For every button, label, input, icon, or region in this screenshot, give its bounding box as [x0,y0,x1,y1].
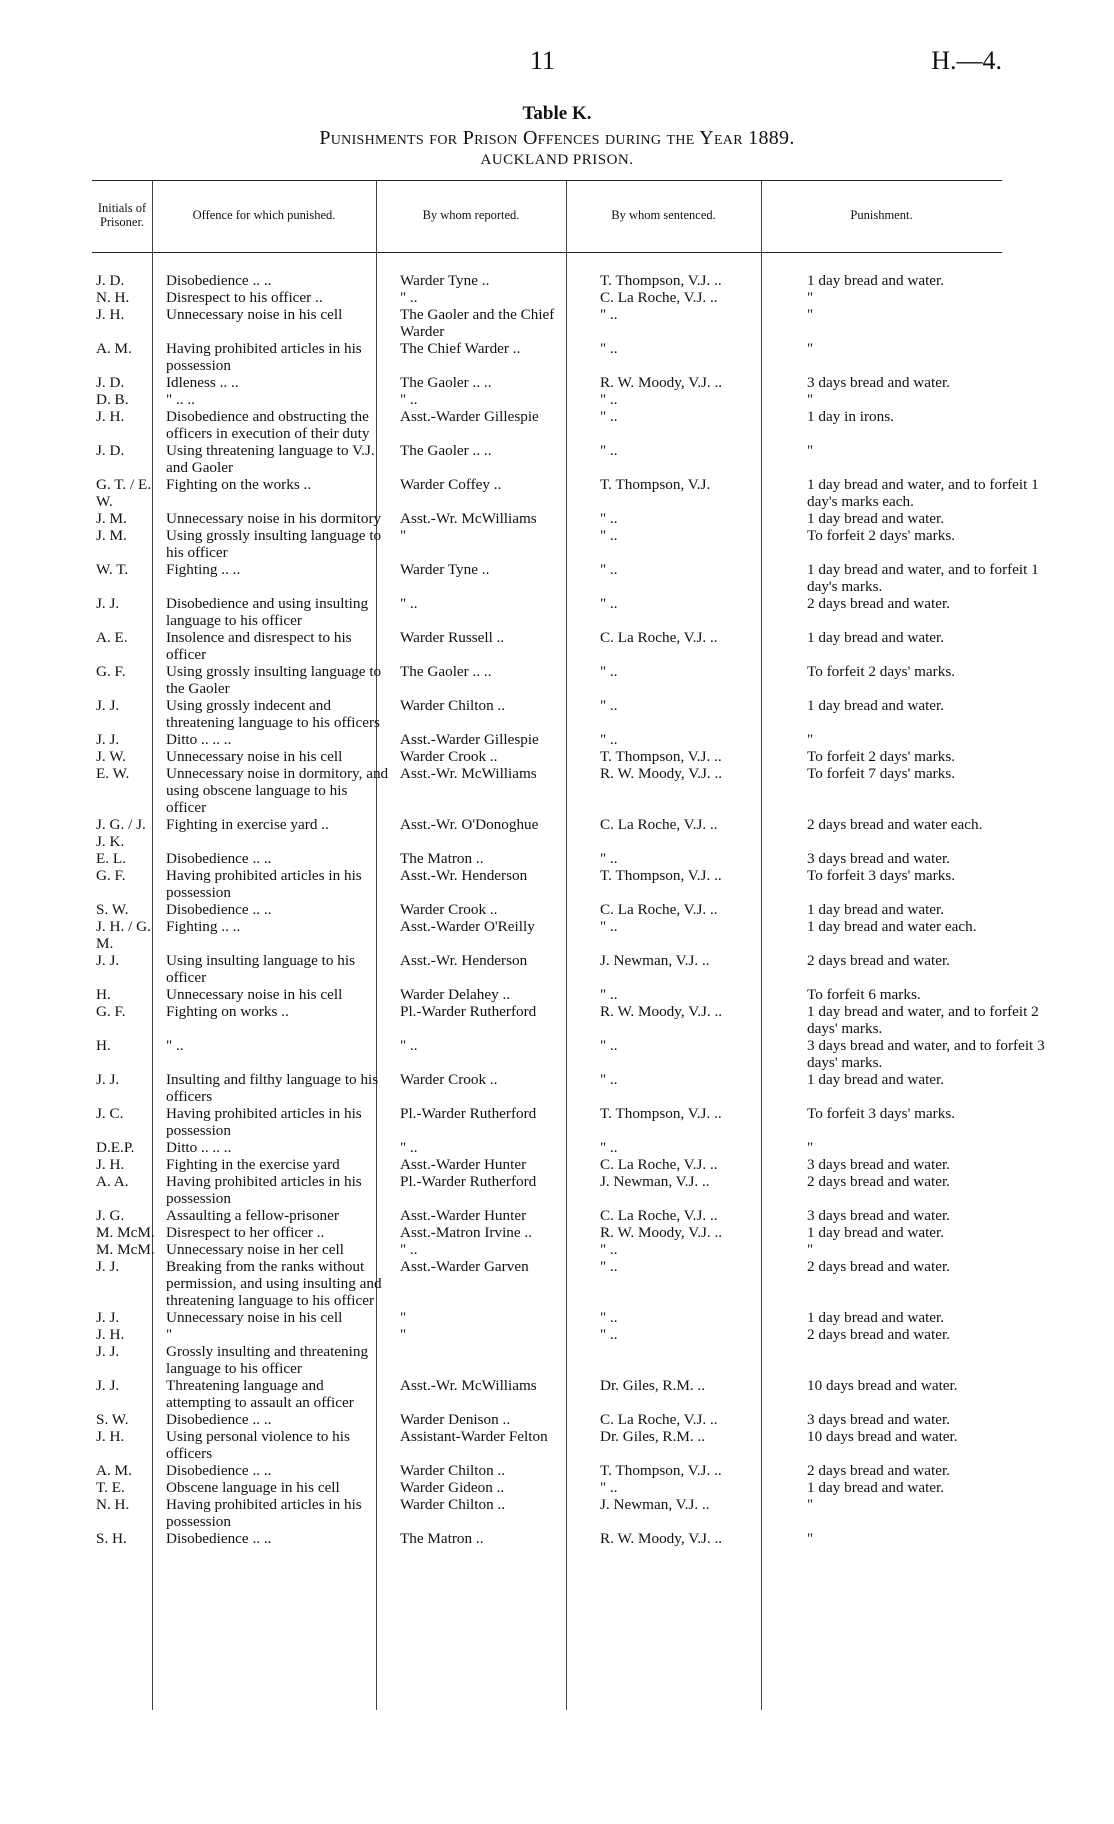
punishment-cell: 10 days bread and water. [807,1428,958,1445]
reported-by-cell: Warder Russell .. [400,629,505,646]
initials-cell: A. M. [96,1462,132,1479]
initials-cell: N. H. [96,1496,130,1513]
initials-cell: J. D. [96,442,125,459]
sentenced-by-cell: R. W. Moody, V.J. .. [600,765,723,782]
punishment-cell: 2 days bread and water. [807,595,950,612]
initials-cell: A. M. [96,340,132,357]
table-row [92,1479,1052,1496]
sentenced-by-cell: " .. [600,510,618,527]
sentenced-by-cell: T. Thompson, V.J. .. [600,1462,722,1479]
table-rows [92,272,1052,1547]
reported-by-cell: Warder Crook .. [400,748,498,765]
offence-cell: " .. .. [166,391,195,408]
punishment-cell: 2 days bread and water. [807,1326,950,1343]
punishment-cell: 2 days bread and water. [807,1173,950,1190]
sentenced-by-cell: " .. [600,561,618,578]
punishment-cell: To forfeit 3 days' marks. [807,867,956,884]
sentenced-by-cell: C. La Roche, V.J. .. [600,901,718,918]
punishment-cell: 1 day bread and water. [807,510,945,527]
sentenced-by-cell: C. La Roche, V.J. .. [600,816,718,833]
punishment-cell: 2 days bread and water. [807,1258,950,1275]
sentenced-by-cell: R. W. Moody, V.J. .. [600,1530,723,1547]
punishment-cell: 3 days bread and water, and to forfeit 3 days' marks. [807,1037,1045,1071]
offence-cell: Disobedience and using insulting language to his officer [166,595,369,629]
punishment-cell: To forfeit 2 days' marks. [807,663,956,680]
initials-cell: J. H. [96,1156,125,1173]
offence-cell: Disobedience .. .. [166,1411,272,1428]
sentenced-by-cell: " .. [600,1258,618,1275]
reported-by-cell: Pl.-Warder Rutherford [400,1003,537,1020]
offence-cell: Unnecessary noise in his cell [166,1309,343,1326]
offence-cell: Insulting and filthy language to his officers [166,1071,379,1105]
punishment-cell: " [807,1496,814,1513]
sentenced-by-cell: T. Thompson, V.J. [600,476,711,493]
punishment-cell [799,1343,1052,1377]
table-row [92,442,1052,476]
punishment-cell: " [807,391,814,408]
punishment-cell: 3 days bread and water. [807,1411,950,1428]
punishment-cell: " [807,1241,814,1258]
reported-by-cell: Asst.-Warder Hunter [400,1156,527,1173]
initials-cell: E. L. [96,850,126,867]
reported-by-cell: Asst.-Wr. Henderson [400,867,528,884]
sentenced-by-cell: C. La Roche, V.J. .. [600,1411,718,1428]
table-row [92,1377,1052,1411]
table-row [92,1462,1052,1479]
sentenced-by-cell: " .. [600,697,618,714]
reported-by-cell: Assistant-Warder Felton [400,1428,548,1445]
reported-by-cell: " .. [400,1139,418,1156]
offence-cell: Disobedience .. .. [166,1530,272,1547]
punishment-cell: 3 days bread and water. [807,850,950,867]
offence-cell: Fighting in the exercise yard [166,1156,340,1173]
punishment-cell: 1 day bread and water. [807,1479,945,1496]
initials-cell: J. H. [96,1428,125,1445]
reported-by-cell: Pl.-Warder Rutherford [400,1105,537,1122]
prison-name: AUCKLAND PRISON. [480,152,634,168]
reported-by-cell: Asst.-Wr. McWilliams [400,765,537,782]
table-row [92,1156,1052,1173]
table-row [92,1530,1052,1547]
sentenced-by-cell: J. Newman, V.J. .. [600,1496,710,1513]
reported-by-cell: Warder Delahey .. [400,986,511,1003]
offence-cell: Breaking from the ranks without permission, and using insulting and threatening language to his officer [166,1258,382,1309]
punishment-cell: 1 day bread and water. [807,697,945,714]
sentenced-by-cell: T. Thompson, V.J. .. [600,272,722,289]
offence-cell: Fighting .. .. [166,918,241,935]
initials-cell: D.E.P. [96,1139,135,1156]
table-row [92,765,1052,816]
offence-cell: Using grossly insulting language to his officer [166,527,382,561]
reported-by-cell: Pl.-Warder Rutherford [400,1173,537,1190]
column-header-sentenced: By whom sentenced. [611,208,716,222]
table-row [92,1241,1052,1258]
offence-cell: Having prohibited articles in his possession [166,1105,362,1139]
table-row [92,1105,1052,1139]
table-row [92,663,1052,697]
table-row [92,918,1052,952]
offence-cell: Grossly insulting and threatening language to his officer [166,1343,369,1377]
initials-cell: G. F. [96,1003,126,1020]
offence-cell: Idleness .. .. [166,374,239,391]
table-row [92,527,1052,561]
reported-by-cell: Asst.-Wr. O'Donoghue [400,816,539,833]
sentenced-by-cell: C. La Roche, V.J. .. [600,629,718,646]
sentenced-by-cell: " .. [600,1309,618,1326]
initials-cell: M. McM. [96,1241,155,1258]
initials-cell: J. J. [96,1377,120,1394]
reported-by-cell: " .. [400,595,418,612]
sentenced-by-cell: R. W. Moody, V.J. .. [600,374,723,391]
reported-by-cell: The Matron .. [400,850,484,867]
offence-cell: Using personal violence to his officers [166,1428,350,1462]
sentenced-by-cell: " .. [600,731,618,748]
initials-cell: N. H. [96,289,130,306]
offence-cell: Unnecessary noise in his cell [166,748,343,765]
reported-by-cell: Warder Coffey .. [400,476,502,493]
sentenced-by-cell: R. W. Moody, V.J. .. [600,1224,723,1241]
reported-by-cell: Asst.-Warder Gillespie [400,731,539,748]
offence-cell: Unnecessary noise in his dormitory [166,510,382,527]
sentenced-by-cell: C. La Roche, V.J. .. [600,1207,718,1224]
sentenced-by-cell: Dr. Giles, R.M. .. [600,1377,706,1394]
table-row [92,510,1052,527]
reported-by-cell: The Gaoler .. .. [400,663,492,680]
offence-cell: Unnecessary noise in dormitory, and using obscene language to his officer [166,765,389,816]
initials-cell: J. G. / J. J. K. [96,816,146,850]
sentenced-by-cell: " .. [600,1071,618,1088]
punishment-cell: 1 day bread and water, and to forfeit 1 day's marks each. [807,476,1039,510]
reported-by-cell: Warder Chilton .. [400,697,506,714]
punishment-cell: 1 day bread and water, and to forfeit 1 day's marks. [807,561,1039,595]
offence-cell: Disobedience .. .. [166,272,272,289]
reported-by-cell: Warder Crook .. [400,1071,498,1088]
offence-cell: Using threatening language to V.J. and Gaoler [166,442,375,476]
initials-cell: J. J. [96,697,120,714]
initials-cell: J. H. / G. M. [96,918,151,952]
table-row [92,731,1052,748]
table-row [92,561,1052,595]
initials-cell: J. G. [96,1207,125,1224]
punishment-cell: 1 day bread and water. [807,1309,945,1326]
table-row [92,867,1052,901]
reported-by-cell: Warder Gideon .. [400,1479,505,1496]
initials-cell: M. McM. [96,1224,155,1241]
initials-cell: J. J. [96,1258,120,1275]
sentenced-by-cell [594,1343,799,1377]
sentenced-by-cell: " .. [600,340,618,357]
offence-cell: Obscene language in his cell [166,1479,340,1496]
punishment-cell: " [807,306,814,323]
reported-by-cell: Warder Tyne .. [400,561,490,578]
initials-cell: E. W. [96,765,130,782]
offence-cell: " [166,1326,173,1343]
punishment-cell: 3 days bread and water. [807,1156,950,1173]
punishment-cell: " [807,289,814,306]
punishment-cell: " [807,731,814,748]
punishment-cell: To forfeit 7 days' marks. [807,765,956,782]
table-row [92,1309,1052,1326]
offence-cell: Insolence and disrespect to his officer [166,629,352,663]
table-row [92,816,1052,850]
table-row [92,1071,1052,1105]
punishment-cell: " [807,442,814,459]
table-row [92,1037,1052,1071]
initials-cell: H. [96,1037,111,1054]
sentenced-by-cell: T. Thompson, V.J. .. [600,867,722,884]
offence-cell: Having prohibited articles in his possession [166,1173,362,1207]
document-reference: H.—4. [931,46,1002,75]
initials-cell: J. M. [96,527,127,544]
sentenced-by-cell: " .. [600,1241,618,1258]
sentenced-by-cell: R. W. Moody, V.J. .. [600,1003,723,1020]
punishment-cell: 1 day bread and water. [807,629,945,646]
sentenced-by-cell: J. Newman, V.J. .. [600,952,710,969]
reported-by-cell: " [400,1309,407,1326]
reported-by-cell: Asst.-Warder Gillespie [400,408,539,425]
table-title: Table K. [522,103,592,124]
offence-cell: Disrespect to his officer .. [166,289,323,306]
initials-cell: J. J. [96,1343,120,1360]
punishment-cell: 1 day bread and water, and to forfeit 2 days' marks. [807,1003,1039,1037]
column-header-offence: Offence for which punished. [192,208,336,222]
punishments-table [92,180,1045,1710]
punishment-cell: 3 days bread and water. [807,1207,950,1224]
offence-cell: Using grossly insulting language to the Gaoler [166,663,382,697]
punishment-cell: 2 days bread and water each. [807,816,983,833]
reported-by-cell: Asst.-Wr. McWilliams [400,510,537,527]
initials-cell: S. W. [96,901,129,918]
table-row [92,1173,1052,1207]
offence-cell: Ditto .. .. .. [166,731,232,748]
table-row [92,1207,1052,1224]
column-header-reported: By whom reported. [422,208,520,222]
punishment-cell: " [807,1139,814,1156]
table-row [92,850,1052,867]
punishment-cell: 1 day bread and water. [807,901,945,918]
punishment-cell: 1 day in irons. [807,408,894,425]
sentenced-by-cell: " .. [600,1479,618,1496]
offence-cell: Fighting on the works .. [166,476,312,493]
table-body [92,272,1045,1547]
initials-cell: S. W. [96,1411,129,1428]
punishment-cell: 1 day bread and water each. [807,918,977,935]
reported-by-cell: Asst.-Wr. Henderson [400,952,528,969]
initials-cell: J. D. [96,272,125,289]
table-row [92,1139,1052,1156]
table-row [92,272,1052,289]
sentenced-by-cell: Dr. Giles, R.M. .. [600,1428,706,1445]
offence-cell: Disrespect to her officer .. [166,1224,325,1241]
table-row [92,748,1052,765]
sentenced-by-cell: " .. [600,1139,618,1156]
offence-cell: Using insulting language to his officer [166,952,355,986]
page-header [0,46,1114,86]
reported-by-cell [394,1343,594,1377]
reported-by-cell: Asst.-Warder Hunter [400,1207,527,1224]
initials-cell: D. B. [96,391,129,408]
offence-cell: Fighting .. .. [166,561,241,578]
offence-cell: Disobedience .. .. [166,901,272,918]
punishment-cell: To forfeit 6 marks. [807,986,921,1003]
table-row [92,901,1052,918]
sentenced-by-cell: " .. [600,391,618,408]
reported-by-cell: " .. [400,391,418,408]
punishment-cell: 10 days bread and water. [807,1377,958,1394]
table-row [92,1343,1052,1377]
reported-by-cell: " .. [400,289,418,306]
sentenced-by-cell: C. La Roche, V.J. .. [600,289,718,306]
sentenced-by-cell: " .. [600,408,618,425]
initials-cell: J. H. [96,306,125,323]
sentenced-by-cell: C. La Roche, V.J. .. [600,1156,718,1173]
sentenced-by-cell: " .. [600,306,618,323]
table-row [92,595,1052,629]
offence-cell: Disobedience and obstructing the officers in execution of their duty [166,408,370,442]
offence-cell: Unnecessary noise in his cell [166,986,343,1003]
column-header-punishment: Punishment. [850,208,913,222]
reported-by-cell: Warder Denison .. [400,1411,511,1428]
sentenced-by-cell: " .. [600,850,618,867]
initials-cell: J. J. [96,595,120,612]
table-titles [0,102,1114,170]
initials-cell: J. J. [96,731,120,748]
initials-cell: T. E. [96,1479,125,1496]
table-row [92,1258,1052,1309]
table-subtitle: Punishments for Prison Offences during the Year 1889. [319,127,795,149]
reported-by-cell: Asst.-Warder Garven [400,1258,529,1275]
sentenced-by-cell: " .. [600,595,618,612]
offence-cell: Fighting in exercise yard .. [166,816,329,833]
table-row [92,1326,1052,1343]
reported-by-cell: Warder Chilton .. [400,1496,506,1513]
punishment-cell: " [807,340,814,357]
table-row [92,1428,1052,1462]
offence-cell: " .. [166,1037,184,1054]
offence-cell: Ditto .. .. .. [166,1139,232,1156]
offence-cell: Using grossly indecent and threatening language to his officers [166,697,380,731]
reported-by-cell: Warder Chilton .. [400,1462,506,1479]
punishment-cell: 1 day bread and water. [807,1071,945,1088]
table-row [92,1224,1052,1241]
table-row [92,306,1052,340]
reported-by-cell: " .. [400,1241,418,1258]
punishment-cell: 2 days bread and water. [807,952,950,969]
initials-cell: G. F. [96,663,126,680]
initials-cell: J. W. [96,748,126,765]
table-row [92,289,1052,306]
column-header-initials: Initials of Prisoner. [97,201,147,229]
table-row [92,1411,1052,1428]
initials-cell: S. H. [96,1530,127,1547]
reported-by-cell: The Gaoler .. .. [400,374,492,391]
initials-cell: A. A. [96,1173,129,1190]
offence-cell: Having prohibited articles in his possession [166,1496,362,1530]
offence-cell: Disobedience .. .. [166,1462,272,1479]
offence-cell: Threatening language and attempting to assault an officer [166,1377,354,1411]
sentenced-by-cell: " .. [600,442,618,459]
punishment-cell: 1 day bread and water. [807,272,945,289]
initials-cell: H. [96,986,111,1003]
reported-by-cell: " [400,527,407,544]
reported-by-cell: Warder Tyne .. [400,272,490,289]
initials-cell: G. T. / E. W. [96,476,152,510]
initials-cell: J. H. [96,408,125,425]
punishment-cell: 1 day bread and water. [807,1224,945,1241]
punishment-cell: " [807,1530,814,1547]
sentenced-by-cell: " .. [600,527,618,544]
table-row [92,408,1052,442]
initials-cell: A. E. [96,629,128,646]
sentenced-by-cell: " .. [600,1037,618,1054]
table-row [92,476,1052,510]
sentenced-by-cell: J. Newman, V.J. .. [600,1173,710,1190]
initials-cell: W. T. [96,561,129,578]
offence-cell: Fighting on works .. [166,1003,289,1020]
offence-cell: Unnecessary noise in her cell [166,1241,344,1258]
table-row [92,340,1052,374]
punishment-cell: 2 days bread and water. [807,1462,950,1479]
initials-cell: J. C. [96,1105,124,1122]
sentenced-by-cell: " .. [600,986,618,1003]
punishment-cell: To forfeit 2 days' marks. [807,527,956,544]
sentenced-by-cell: " .. [600,663,618,680]
offence-cell: Assaulting a fellow-prisoner [166,1207,339,1224]
reported-by-cell: Warder Crook .. [400,901,498,918]
reported-by-cell: " .. [400,1037,418,1054]
reported-by-cell: The Gaoler .. .. [400,442,492,459]
reported-by-cell: Asst.-Warder O'Reilly [400,918,535,935]
reported-by-cell: " [400,1326,407,1343]
initials-cell: J. D. [96,374,125,391]
sentenced-by-cell: T. Thompson, V.J. .. [600,1105,722,1122]
table-row [92,1003,1052,1037]
offence-cell: Having prohibited articles in his possession [166,867,362,901]
sentenced-by-cell: " .. [600,918,618,935]
initials-cell: J. J. [96,1309,120,1326]
offence-cell: Having prohibited articles in his possession [166,340,362,374]
initials-cell: J. J. [96,952,120,969]
initials-cell: J. H. [96,1326,125,1343]
table-row [92,374,1052,391]
header-bottom-rule [92,252,1002,253]
table-row [92,391,1052,408]
initials-cell: J. M. [96,510,127,527]
reported-by-cell: The Gaoler and the Chief Warder [400,306,555,340]
table-row [92,952,1052,986]
initials-cell: G. F. [96,867,126,884]
reported-by-cell: Asst.-Matron Irvine .. [400,1224,533,1241]
initials-cell: J. J. [96,1071,120,1088]
punishment-cell: To forfeit 2 days' marks. [807,748,956,765]
offence-cell: Unnecessary noise in his cell [166,306,343,323]
table-row [92,697,1052,731]
offence-cell: Disobedience .. .. [166,850,272,867]
sentenced-by-cell: T. Thompson, V.J. .. [600,748,722,765]
page-number: 11 [530,46,556,75]
reported-by-cell: The Chief Warder .. [400,340,521,357]
table-row [92,1496,1052,1530]
reported-by-cell: Asst.-Wr. McWilliams [400,1377,537,1394]
table-row [92,986,1052,1003]
punishment-cell: To forfeit 3 days' marks. [807,1105,956,1122]
sentenced-by-cell: " .. [600,1326,618,1343]
table-row [92,629,1052,663]
punishment-cell: 3 days bread and water. [807,374,950,391]
reported-by-cell: The Matron .. [400,1530,484,1547]
